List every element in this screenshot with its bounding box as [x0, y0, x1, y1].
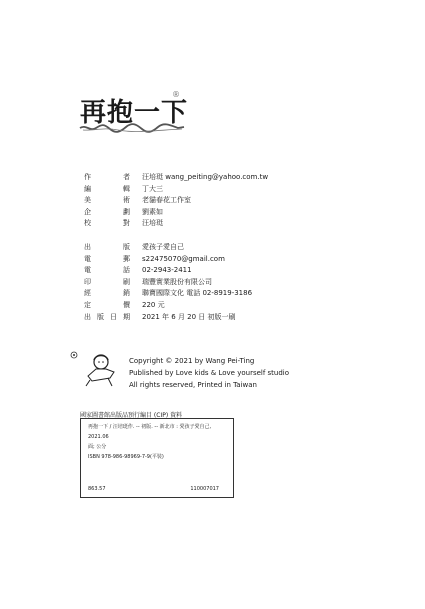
publisher-line: Published by Love kids & Love yourself studio — [129, 369, 290, 378]
cip-class-number: 863.57 — [88, 486, 106, 492]
credit-label: 企 劃 — [84, 207, 130, 216]
credit-value: 丁大三 — [142, 184, 163, 193]
publisher-info-label: 出 版 — [84, 242, 130, 251]
publisher-info-value: 02-2943-2411 — [142, 266, 192, 275]
credit-row — [84, 207, 268, 219]
registered-mark: ® — [172, 90, 180, 99]
copyright-line: Copyright © 2021 by Wang Pei-Ting — [129, 357, 255, 365]
cip-pages: 面; 公分 — [88, 444, 107, 450]
credit-value: 劉素如 — [142, 207, 163, 216]
publisher-info-label: 印 刷 — [84, 277, 130, 286]
credit-value: 汪培珽 wang_peiting@yahoo.com.tw — [142, 173, 269, 181]
rights-line: All rights reserved, Printed in Taiwan — [129, 381, 257, 390]
kids-illustration-icon — [66, 350, 128, 390]
credits-section — [84, 172, 268, 323]
credit-label: 美 術 — [84, 196, 130, 205]
publisher-info-row — [84, 288, 268, 300]
publisher-info-row — [84, 265, 268, 277]
cip-record-number: 110007017 — [190, 486, 219, 492]
credit-row — [84, 195, 268, 207]
credit-label: 編 輯 — [84, 184, 130, 193]
publisher-info-label: 經 銷 — [84, 289, 130, 298]
cip-box — [80, 418, 234, 498]
publisher-info-value: 220 元 — [142, 300, 165, 309]
publisher-info-value: 瑞豐實業股份有限公司 — [142, 277, 212, 286]
book-title: 再抱一下 — [80, 98, 189, 128]
title-scribble-decoration — [78, 122, 188, 134]
credit-value: 汪培珽 — [142, 219, 163, 228]
publisher-info-row — [84, 312, 268, 324]
cip-heading: 國家圖書館出版品預行編目 (CIP) 資料 — [80, 412, 183, 419]
publisher-info-row — [84, 242, 268, 254]
credit-row — [84, 184, 268, 196]
publisher-info-value: s22475070@gmail.com — [142, 254, 225, 263]
publisher-info-row — [84, 300, 268, 312]
publisher-info-value: 聯寶國際文化 電話 02-8919-3186 — [142, 289, 253, 298]
publisher-info-value: 愛孩子愛自己 — [142, 242, 184, 251]
cip-year: 2021.06 — [88, 434, 109, 440]
publisher-info-label: 電 話 — [84, 266, 130, 275]
publisher-info-row — [84, 277, 268, 289]
credit-value: 老貓春花工作室 — [142, 196, 191, 205]
publisher-info-row — [84, 254, 268, 266]
credit-row — [84, 218, 268, 230]
credit-row — [84, 172, 268, 184]
publisher-info-label: 定 價 — [84, 300, 130, 309]
cip-entry: 再抱一下 / 汪培珽作. -- 初版. -- 新北市 : 愛孩子愛自己, — [88, 424, 212, 430]
credit-label: 作 者 — [84, 173, 130, 181]
publisher-info-label: 出 版 日 期 — [84, 312, 130, 321]
credit-label: 校 對 — [84, 219, 130, 228]
publisher-info-label: 電 郵 — [84, 254, 130, 263]
publisher-info-value: 2021 年 6 月 20 日 初版一刷 — [142, 312, 236, 321]
cip-isbn: ISBN 978-986-98969-7-9(平裝) — [88, 454, 164, 460]
